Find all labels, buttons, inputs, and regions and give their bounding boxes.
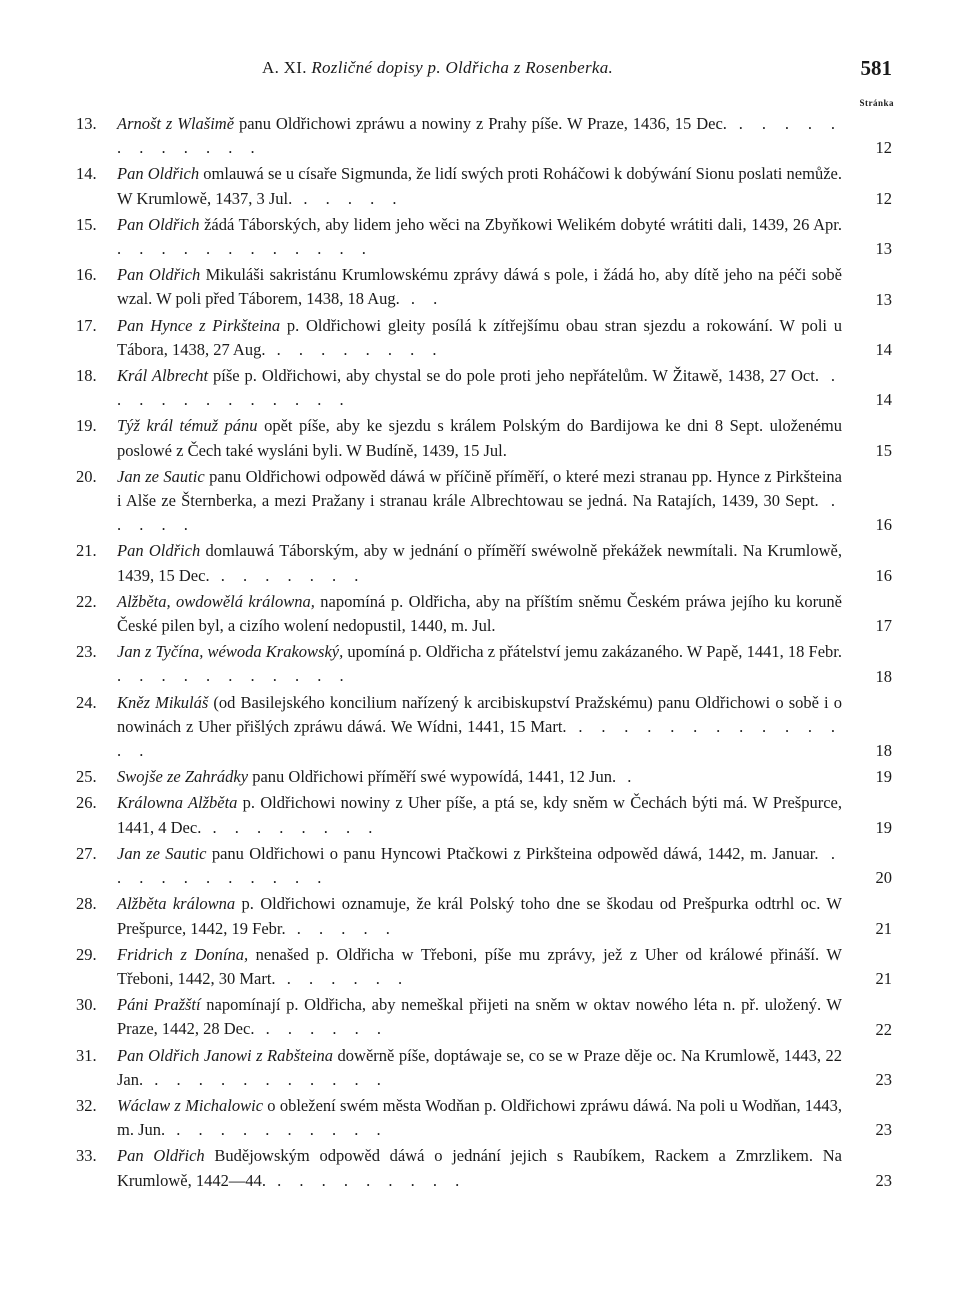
- dot-leader: . . . . . . . . .: [265, 1170, 467, 1190]
- entry-correspondent: Jan z Tyčína, wéwoda Krakowský,: [117, 642, 344, 662]
- entry-correspondent: Pan Oldřich: [117, 214, 200, 234]
- entry-description: o obležení swém města Wodňan p. Oldřichowi zpráwu dáwá. Na poli u Wodňan, 1443, m. Jun.: [117, 1095, 842, 1140]
- dot-leader: . . . . .: [285, 918, 397, 938]
- entry-text: [117, 162, 842, 210]
- entry-page-ref: 21: [875, 918, 892, 938]
- entry-description: domlauwá Táborským, aby w jednání o příměří swéwolně překážek newmítali. Na Krumlowě, 1439, 15 Dec.: [117, 541, 842, 585]
- entry-description: omlauwá se u císaře Sigmunda, že lidí swých proti Roháčowi k dobýwání Sionu poslati nemůže. W Krumlowě, 1437, 3 Jul.: [117, 164, 842, 208]
- dot-leader: . . . . . . . . . . . .: [117, 114, 843, 158]
- entry-text: [117, 765, 842, 789]
- entry-number: 14.: [76, 164, 97, 184]
- entry-text: [117, 314, 842, 362]
- page-header: [0, 58, 960, 86]
- entry-page-ref: 19: [875, 817, 892, 837]
- list-item: [0, 791, 960, 839]
- list-item: [0, 414, 960, 462]
- running-title: [262, 58, 613, 78]
- entry-text: [117, 213, 842, 261]
- entry-correspondent: Týž král témuž pánu: [117, 416, 258, 436]
- list-item: [0, 943, 960, 991]
- entry-page-ref: 15: [875, 440, 892, 460]
- entry-text: [117, 993, 842, 1041]
- list-item: [0, 892, 960, 940]
- entry-description: napomíná p. Oldřicha, aby na příštím sněmu Českém práwa jejího ku koruně České pilen byl, a cizího wolení nedopustil, 1440, m. Jul.: [117, 591, 842, 636]
- entry-description: Budějowským odpowěd dáwá o jednání jejich s Raubíkem, Rackem a Zmrzlikem. Na Krumlowě, 1442—44.: [117, 1146, 842, 1190]
- entry-page-ref: 16: [875, 515, 892, 535]
- entry-description: upomíná p. Oldřicha z přátelství jemu zakázaného. W Papě, 1441, 18 Febr.: [343, 642, 842, 662]
- entry-correspondent: Pan Oldřich: [117, 164, 200, 184]
- entry-page-ref: 14: [875, 390, 892, 410]
- list-item: [0, 1144, 960, 1192]
- dot-leader: . . . . . . . .: [201, 817, 380, 837]
- entry-number: 21.: [76, 541, 97, 561]
- entry-correspondent: Pan Oldřich: [117, 1146, 205, 1166]
- list-item: [0, 1044, 960, 1092]
- entry-correspondent: Páni Pražští: [117, 995, 201, 1015]
- dot-leader: . . . . . .: [275, 968, 410, 988]
- list-item: [0, 112, 960, 160]
- entry-page-ref: 19: [875, 767, 892, 787]
- entry-text: [117, 590, 842, 638]
- entry-description: napomínají p. Oldřicha, aby nemeškal přijeti na sněm w oktav nowého léta n. př. uložený. W Praze, 1442, 28 Dec.: [117, 995, 842, 1039]
- entry-description: p. Oldřichowi gleity posílá k zítřejšímu obau stran sjezdu a rokowání. W poli u Tábora, 1438, 27 Aug.: [117, 315, 842, 359]
- entry-page-ref: 18: [875, 741, 892, 761]
- entry-correspondent: Pan Oldřich Janowi z Rabšteina: [117, 1045, 334, 1065]
- entry-description: panu Oldřichowi o panu Hyncowi Ptačkowi z Pirkšteina odpowěd dáwá, 1442, m. Januar.: [206, 843, 819, 863]
- entry-page-ref: 14: [875, 340, 892, 360]
- entry-description: žádá Táborských, aby lidem jeho wěci na Zbyňkowi Welikém dobyté wrátiti dali, 1439, 26 Apr.: [199, 214, 842, 234]
- entry-page-ref: 23: [875, 1120, 892, 1140]
- page-number: 581: [860, 56, 892, 80]
- dot-leader: . . . . . .: [254, 1019, 388, 1039]
- entry-number: 32.: [76, 1095, 97, 1115]
- entry-text: [117, 414, 842, 462]
- entry-number: 20.: [76, 466, 97, 486]
- dot-leader: . . . . . . . . . . . . . .: [117, 716, 842, 761]
- entry-correspondent: Alžběta, owdowělá králowna,: [117, 591, 315, 611]
- section-title: Rozličné dopisy p. Oldřicha z Rosenberka.: [311, 58, 614, 77]
- entry-number: 26.: [76, 793, 97, 813]
- entry-number: 22.: [76, 591, 97, 611]
- entry-text: [117, 112, 842, 160]
- entry-number: 28.: [76, 894, 97, 914]
- entry-number: 19.: [76, 416, 97, 436]
- entry-text: [117, 943, 842, 991]
- entry-number: 17.: [76, 315, 97, 335]
- entry-correspondent: Králowna Alžběta: [117, 793, 238, 813]
- list-item: [0, 1094, 960, 1142]
- entry-description: p. Oldřichowi nowiny z Uher píše, a ptá se, kdy sněm w Čechách býti má. W Prešpurce, 1441, 4 Dec.: [117, 793, 842, 837]
- entry-correspondent: Pan Oldřich: [117, 265, 201, 285]
- list-item: [0, 842, 960, 890]
- entry-page-ref: 12: [875, 188, 892, 208]
- entry-description: píše p. Oldřichowi, aby chystal se do pole proti jeho nepřátelům. W Žitawě, 1438, 27 Oct.: [208, 366, 819, 386]
- entry-correspondent: Jan ze Sautic: [117, 466, 205, 486]
- dot-leader: . . . . .: [292, 188, 404, 208]
- dot-leader: . .: [399, 289, 445, 309]
- entry-text: [117, 539, 842, 587]
- dot-leader: . . . . . . . . . . .: [117, 843, 842, 888]
- list-item: [0, 162, 960, 210]
- entry-text: [117, 791, 842, 839]
- dot-leader: . . . . . . . .: [265, 339, 444, 359]
- entry-text: [117, 842, 842, 890]
- entry-number: 31.: [76, 1045, 97, 1065]
- entry-page-ref: 20: [875, 868, 892, 888]
- entry-page-ref: 16: [875, 565, 892, 585]
- list-item: [0, 314, 960, 362]
- list-item: [0, 465, 960, 538]
- entry-text: [117, 364, 842, 412]
- entry-number: 30.: [76, 995, 97, 1015]
- list-item: [0, 590, 960, 638]
- dot-leader: . . . . . . . . . . . .: [117, 239, 373, 259]
- entry-correspondent: Arnošt z Wlašimě: [117, 114, 235, 133]
- entry-correspondent: Kněz Mikuláš: [117, 692, 209, 712]
- entry-page-ref: 22: [875, 1019, 892, 1039]
- list-item: [0, 765, 960, 789]
- entry-correspondent: Swojše ze Zahrádky: [117, 767, 249, 787]
- section-prefix: A. XI.: [262, 58, 307, 77]
- entry-number: 25.: [76, 767, 97, 787]
- entry-page-ref: 21: [875, 969, 892, 989]
- entry-page-ref: 17: [875, 616, 892, 636]
- entry-text: [117, 892, 842, 940]
- entry-number: 16.: [76, 265, 97, 285]
- list-item: [0, 993, 960, 1041]
- entry-number: 29.: [76, 944, 97, 964]
- entry-description: panu Oldřichowi odpowěd dáwá w příčině příměří, o které mezi stranau pp. Hynce z Pirkšteina i Alše ze Šternberka, a mezi Pražany i stranau krále Albrechtowau se jedná. Na Ratajích, 1439, 30 Sept.: [117, 466, 842, 511]
- entry-correspondent: Wáclaw z Michalowic: [117, 1095, 264, 1115]
- list-item: [0, 364, 960, 412]
- entry-description: panu Oldřichowi zpráwu a nowiny z Prahy píše. W Praze, 1436, 15 Dec.: [234, 114, 727, 133]
- entry-correspondent: Alžběta králowna: [117, 894, 236, 914]
- entry-number: 15.: [76, 214, 97, 234]
- list-item: [0, 213, 960, 261]
- entry-number: 27.: [76, 843, 97, 863]
- dot-leader: . . . . .: [117, 491, 843, 535]
- entry-number: 24.: [76, 692, 97, 712]
- entry-correspondent: Fridrich z Donína,: [117, 944, 249, 964]
- entry-page-ref: 13: [875, 289, 892, 309]
- entry-correspondent: Pan Oldřich: [117, 541, 201, 561]
- page-column-label: Stránka: [859, 98, 894, 108]
- dot-leader: . . . . . . . . . . .: [117, 666, 351, 686]
- entry-page-ref: 12: [875, 138, 892, 158]
- dot-leader: . . . . . . . . . .: [165, 1120, 388, 1140]
- entry-text: [117, 1144, 842, 1192]
- list-item: [0, 263, 960, 311]
- entry-page-ref: 13: [875, 239, 892, 259]
- dot-leader: . . . . . . . . . . .: [143, 1069, 388, 1089]
- entry-number: 18.: [76, 366, 97, 386]
- dot-leader: .: [616, 767, 639, 787]
- entry-number: 33.: [76, 1146, 97, 1166]
- dot-leader: . . . . . . .: [209, 565, 366, 585]
- entry-description: Mikuláši sakristánu Krumlowskému zprávy dáwá s pole, i žádá ho, aby dítě jeho na péči sobě wzal. W poli před Táborem, 1438, 18 Aug.: [117, 265, 842, 309]
- entry-correspondent: Král Albrecht: [117, 366, 209, 386]
- list-item: [0, 691, 960, 764]
- entry-page-ref: 23: [875, 1170, 892, 1190]
- entry-description: (od Basilejského koncilium nařízený k arcibiskupství Pražskému) panu Oldřichowi o sobě i o nowinách z Uher přišlých zpráwu dáwá. We Wídni, 1441, 15 Mart.: [117, 692, 842, 736]
- entry-description: p. Oldřichowi oznamuje, že král Polský toho dne se škodau od Prešpurka odtrhl oc. W Prešpurce, 1442, 19 Febr.: [117, 894, 843, 938]
- entry-description: nenašed p. Oldřicha w Třeboni, píše mu zprávy, jež z Uher od králowé přináší. W Třeboni, 1442, 30 Mart.: [117, 944, 842, 988]
- dot-leader: . . . . . . . . . . . .: [117, 366, 843, 410]
- list-item: [0, 539, 960, 587]
- entry-page-ref: 18: [875, 666, 892, 686]
- entry-correspondent: Pan Hynce z Pirkšteina: [117, 315, 281, 335]
- entry-description: dowěrně píše, doptáwaje se, co se w Praze děje oc. Na Krumlowě, 1443, 22 Jan.: [117, 1045, 842, 1089]
- entry-description: panu Oldřichowi příměří swé wypowídá, 1441, 12 Jun.: [248, 767, 617, 787]
- entry-text: [117, 465, 842, 538]
- entry-number: 23.: [76, 642, 97, 662]
- entry-text: [117, 640, 842, 688]
- list-item: [0, 640, 960, 688]
- entry-correspondent: Jan ze Sautic: [117, 843, 207, 863]
- entry-description: opět píše, aby ke sjezdu s králem Polským do Bardijowa ke dni 8 Sept. uloženému poslowé z Čech také wysláni byli. W Budíně, 1439, 15 Jul.: [117, 416, 842, 460]
- entry-text: [117, 263, 842, 311]
- entry-text: [117, 1044, 842, 1092]
- entry-text: [117, 691, 842, 764]
- entry-page-ref: 23: [875, 1069, 892, 1089]
- entry-number: 13.: [76, 114, 97, 133]
- entry-text: [117, 1094, 842, 1142]
- entry-list: [0, 112, 960, 1195]
